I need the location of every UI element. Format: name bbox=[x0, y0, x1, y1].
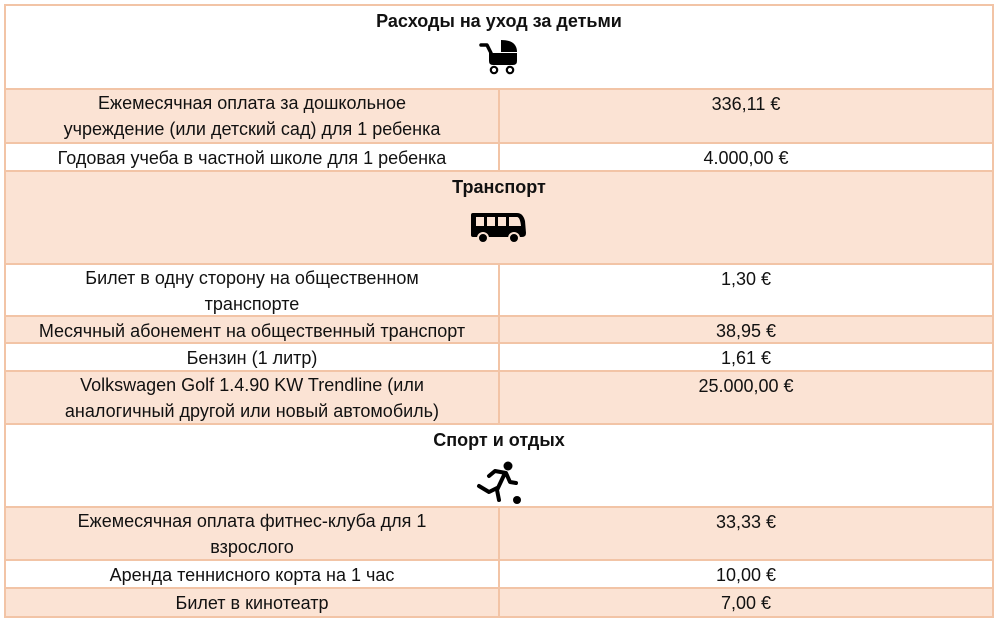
row-value: 336,11 € bbox=[711, 94, 781, 114]
row-value: 7,00 € bbox=[720, 593, 772, 613]
row-label: Ежемесячная оплата фитнес-клуба для 1 взрослого bbox=[6, 508, 500, 559]
baby-stroller-icon bbox=[477, 39, 521, 80]
section-title: Транспорт bbox=[452, 177, 546, 197]
row-value: 1,30 € bbox=[720, 269, 772, 289]
table-row bbox=[6, 561, 992, 589]
row-label: Годовая учеба в частной школе для 1 ребенка bbox=[6, 144, 500, 170]
section-title: Спорт и отдых bbox=[433, 430, 565, 450]
row-label: Месячный абонемент на общественный транспорт bbox=[6, 317, 500, 342]
soccer-player-icon bbox=[475, 460, 523, 511]
table-row bbox=[6, 317, 992, 344]
row-value: 33,33 € bbox=[715, 512, 777, 532]
table-row bbox=[6, 589, 992, 616]
section-header-childcare bbox=[6, 6, 992, 90]
table-row bbox=[6, 372, 992, 425]
row-label: Билет в одну сторону на общественном транспорте bbox=[6, 265, 500, 315]
row-value: 38,95 € bbox=[715, 321, 777, 341]
row-value: 4.000,00 € bbox=[703, 148, 789, 168]
cost-table bbox=[4, 4, 994, 618]
row-value: 10,00 € bbox=[715, 565, 777, 585]
section-header-transport bbox=[6, 172, 992, 265]
table-row bbox=[6, 508, 992, 561]
table-row bbox=[6, 144, 992, 172]
row-label: Ежемесячная оплата за дошкольное учреждение (или детский сад) для 1 ребенка bbox=[6, 90, 500, 142]
section-header-sport bbox=[6, 425, 992, 508]
row-value: 25.000,00 € bbox=[698, 376, 794, 396]
table-row bbox=[6, 90, 992, 144]
table-row bbox=[6, 265, 992, 317]
row-value: 1,61 € bbox=[720, 348, 772, 368]
row-label: Volkswagen Golf 1.4.90 KW Trendline (или аналогичный другой или новый автомобиль) bbox=[6, 372, 500, 423]
row-label: Бензин (1 литр) bbox=[6, 344, 500, 370]
bus-icon bbox=[469, 211, 529, 250]
row-label: Билет в кинотеатр bbox=[6, 589, 500, 616]
table-row bbox=[6, 344, 992, 372]
section-title: Расходы на уход за детьми bbox=[376, 11, 622, 31]
row-label: Аренда теннисного корта на 1 час bbox=[6, 561, 500, 587]
